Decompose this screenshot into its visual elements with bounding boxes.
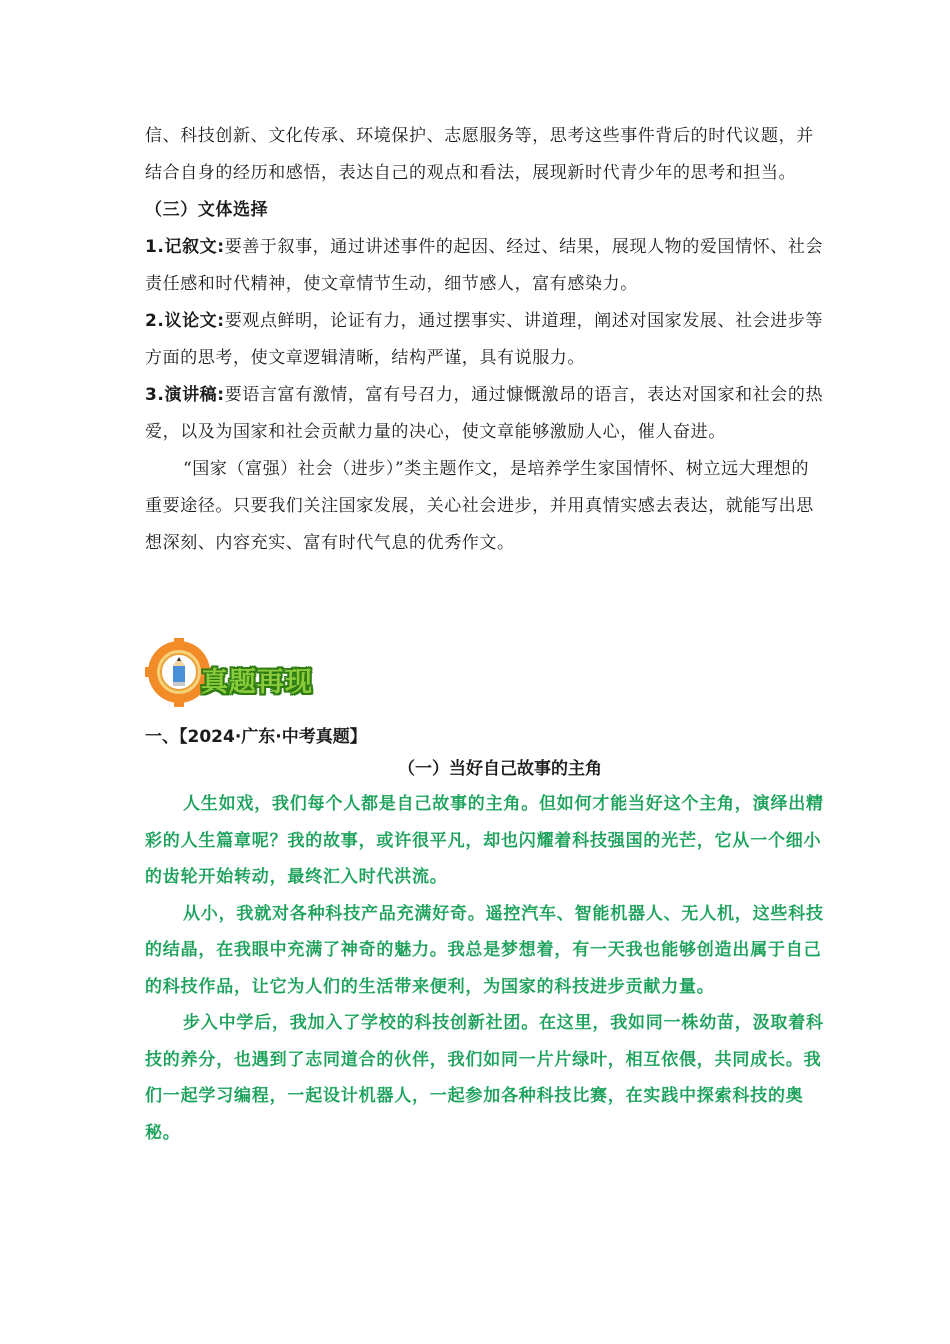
exam-heading: 一、【2024·广东·中考真题】	[145, 727, 367, 747]
exam-section	[145, 722, 825, 1151]
essay-paragraph: 从小，我就对各种科技产品充满好奇。遥控汽车、智能机器人、无人机，这些科技的结晶，在我眼中充满了神奇的魅力。我总是梦想着，有一天我也能够创造出属于自己的科技作品，让它为人们的生活带来便利，为国家的科技进步贡献力量。	[145, 903, 824, 997]
essay-paragraph: 人生如戏，我们每个人都是自己故事的主角。但如何才能当好这个主角，演绎出精彩的人生篇章呢？我的故事，或许很平凡，却也闪耀着科技强国的光芒，它从一个细小的齿轮开始转动，最终汇入时代洪流。	[145, 794, 824, 887]
summary-paragraph: “国家（富强）社会（进步）”类主题作文，是培养学生家国情怀、树立远大理想的重要途径。只要我们关注国家发展，关心社会进步，并用真情实感去表达，就能写出思想深刻、内容充实、富有时代气息的优秀作文。	[145, 459, 814, 553]
banner-title: 真题再现	[201, 667, 313, 698]
genre-text: 要语言富有激情，富有号召力，通过慷慨激昂的语言，表达对国家和社会的热爱，以及为国家和社会贡献力量的决心，使文章能够激励人心，催人奋进。	[145, 385, 824, 442]
genre-text: 要观点鲜明，论证有力，通过摆事实、讲道理，阐述对国家发展、社会进步等方面的思考，使文章逻辑清晰，结构严谨，具有说服力。	[145, 311, 824, 368]
genre-text: 要善于叙事，通过讲述事件的起因、经过、结果，展现人物的爱国情怀、社会责任感和时代精神，使文章情节生动，细节感人，富有感染力。	[145, 237, 824, 294]
genre-label: 1.记叙文:	[145, 237, 225, 257]
genre-label: 2.议论文:	[145, 311, 225, 331]
genre-item	[145, 229, 825, 303]
genre-item	[145, 303, 825, 377]
intro-section	[145, 118, 825, 562]
essay-paragraph: 步入中学后，我加入了学校的科技创新社团。在这里，我如同一株幼苗，汲取着科技的养分，也遇到了志同道合的伙伴，我们如同一片片绿叶，相互依偎，共同成长。我们一起学习编程，一起设计机器人，一起参加各种科技比赛，在实践中探索科技的奥秘。	[145, 1013, 824, 1143]
genre-label: 3.演讲稿:	[145, 385, 225, 405]
intro-paragraph: 信、科技创新、文化传承、环境保护、志愿服务等，思考这些事件背后的时代议题，并结合自身的经历和感悟，表达自己的观点和看法，展现新时代青少年的思考和担当。	[145, 126, 814, 183]
essay-title: （一）当好自己故事的主角	[398, 759, 602, 779]
section-heading: （三）文体选择	[145, 200, 269, 220]
genre-item	[145, 377, 825, 451]
section-banner	[145, 638, 345, 708]
